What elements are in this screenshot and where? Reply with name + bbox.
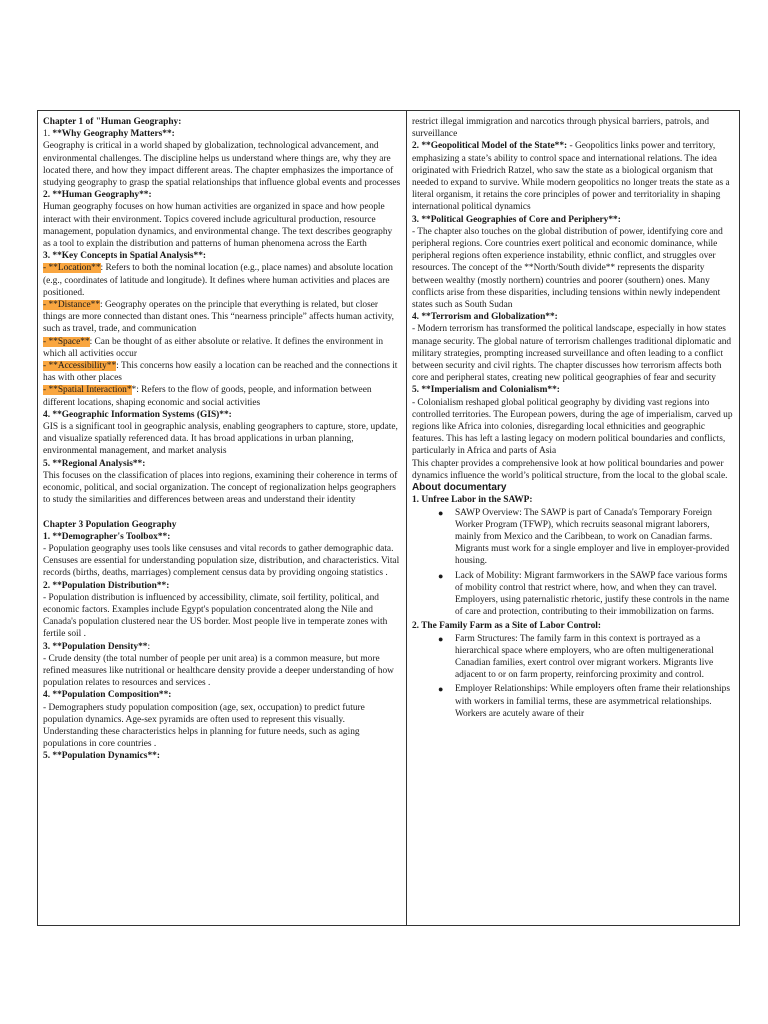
- section-heading: 5. **Imperialism and Colonialism**:: [411, 385, 560, 396]
- chapter-3-title: Chapter 3 Population Geography: [43, 519, 177, 530]
- about-documentary-heading: About documentary: [411, 482, 507, 494]
- section-heading: 4. **Terrorism and Globalization**:: [411, 312, 558, 323]
- highlight-spatial-interaction: - **Spatial Interaction*: [43, 385, 132, 396]
- section-heading: 1. **Demographer's Toolbox**:: [43, 531, 171, 542]
- section-heading: 3. **Population Density**: [43, 641, 148, 652]
- list-item: [412, 683, 734, 720]
- section-body: - Colonialism reshaped global political geography by dividing vast regions into controlled territories. The European powers, during the age of imperialism, carved up regions like Africa into colonies, disregarding local ethnicities and geographic features. This has left a lasting legacy on modern political boundaries and conflicts, particularly in Africa and parts of Asia: [411, 397, 733, 457]
- document-page: [37, 110, 740, 926]
- right-column: [407, 111, 739, 925]
- list-item-text: SAWP Overview: The SAWP is part of Canada's Temporary Foreign Worker Program (TFWP), which recruits seasonal migrant laborers, mainly from Mexico and the Caribbean, to work on Canadian farms. Migrants must work for a single employer and live in employer-provided housing.: [454, 507, 730, 567]
- highlight-space: - **Space**: [43, 336, 90, 347]
- section-heading: 2. **Geopolitical Model of the State**:: [411, 141, 568, 152]
- section-body: - Crude density (the total number of people per unit area) is a common measure, but more refined measures like nutritional or healthcare density provide a deeper understanding of how population relates to resources and services .: [43, 653, 394, 689]
- bullet-icon: ●: [437, 633, 444, 644]
- chapter-3-section: Chapter 3 Population Geography 1. **Demographer's Toolbox**: - Population geography uses tools like censuses and vital records to gather demographic data. Censuses are essential for understanding population size, distribution, and characteristics. Vital records (births, deaths, marriages) complement census data by providing ongoing statistics . 2. **Population Distribution**: - Population distribution is influenced by accessibility, climate, soil fertility, political, and economic factors. Examples include Egypt's population concentrated along the Nile and Canada's population clustered near the US border. Most people live in temperate zones with fertile soil . 3. **Population Density**: - Crude density (the total number of people per unit area) is a common measure, but more refined measures like nutritional or healthcare density provide a deeper understanding of how population relates to resources and services . 4. **Population Composition**: - Demographers study population composition (age, sex, occupation) to predict future population dynamics. Age-sex pyramids are often used to represent this visually. Understanding these characteristics helps in planning for future needs, such as aging populations in core countries . 5. **Population Dynamics**:: [43, 519, 400, 762]
- section-heading: 4. **Geographic Information Systems (GIS)**:: [43, 409, 232, 420]
- section-body: - Population distribution is influenced by accessibility, climate, soil fertility, political, and economic factors. Examples include Egypt's population concentrated along the Nile and Canada's population clustered near the US border. Most people live in temperate zones with fertile soil .: [43, 592, 388, 640]
- list-item: [412, 633, 734, 682]
- bullet-icon: ●: [437, 507, 444, 518]
- section-body: This focuses on the classification of places into regions, examining their coherence in terms of economic, political, and social organization. The concept of regionalization helps geographers to study the similarities and differences between areas and understand their identity: [43, 470, 398, 506]
- highlight-distance: - **Distance**: [43, 300, 101, 311]
- section-body: GIS is a significant tool in geographic analysis, enabling geographers to capture, store, update, and visualize spatially referenced data. It has broad applications in urban planning, environmental management, and market analysis: [43, 422, 398, 457]
- section-heading: 5. **Population Dynamics**:: [43, 751, 160, 762]
- section-body: Human geography focuses on how human activities are organized in space and how people interact with their environment. Topics covered include agricultural production, resource management, population dynamics, and environmental change. The text describes geography as a tool to explain the distribution and patterns of human phenomena across the Earth: [43, 202, 393, 250]
- chapter-1-section: Chapter 1 of "Human Geography: 1. **Why Geography Matters**: Geography is critical in a world shaped by globalization, technological advancement, and environmental challenges. The discipline helps us understand where things are, why they are located there, and how they impact different areas. The chapter emphasizes the importance of studying geography to grasp the spatial relationships that influence global events and processes 2. **Human Geography**: Human geography focuses on how human activities are organized in space and how people interact with their environment. Topics covered include agricultural production, resource management, population dynamics, and environmental change. The text describes geography as a tool to explain the distribution and patterns of human phenomena across the Earth 3. **Key Concepts in Spatial Analysis**: - **Location**: Refers to both the nominal location (e.g., place names) and absolute location (e.g., coordinates of latitude and longitude). It defines where human activities and places are positioned. - **Distance**: Geography operates on the principle that everything is related, but closer things are more connected than distant ones. This “nearness principle” affects human activity, such as travel, trade, and communication - **Space**: Can be thought of as either absolute or relative. It defines the environment in which all activities occur - **Accessibility**: This concerns how easily a location can be reached and the connections it has with other places - **Spatial Interaction**: Refers to the flow of goods, people, and information between different locations, shaping economic and social activities 4. **Geographic Information Systems (GIS)**: GIS is a significant tool in geographic analysis, enabling geographers to capture, store, update, and visualize spatially referenced data. It has broad applications in urban planning, environmental management, and market analysis 5. **Regional Analysis**: This focuses on the classification of places into regions, examining their coherence in terms of economic, political, and social organization. The concept of regionalization helps geographers to study the similarities and differences between areas and understand their identity: [43, 117, 401, 506]
- list-item-text: Farm Structures: The family farm in this context is portrayed as a hierarchical space where employers, who are often multigenerational Canadian families, exert control over migrant workers. Migrants live adjacent to or on farm property, reinforcing proximity and control.: [454, 633, 714, 681]
- list-item: [412, 570, 734, 619]
- section-heading: 2. **Human Geography**:: [43, 190, 152, 201]
- list-item: [412, 507, 734, 568]
- section-body: - The chapter also touches on the global distribution of power, identifying core and peripheral regions. Core countries exert political and economic dominance, while peripheral regions often experience instability, ethnic conflict, and struggles over resources. The concept of the **North/South divide** represents the disparity between wealthy (mostly northern) countries and poorer (southern) ones. Many conflicts arise from these disparities, including tensions within newly independent states such as South Sudan: [411, 226, 723, 311]
- section-heading: **Why Geography Matters**:: [52, 129, 175, 140]
- left-column: [38, 111, 407, 925]
- documentary-list-2: [412, 633, 734, 720]
- section-heading: 3. **Key Concepts in Spatial Analysis**:: [43, 251, 207, 262]
- section-body: - Population geography uses tools like censuses and vital records to gather demographic data. Censuses are essential for understanding population size, distribution, and characteristics. Vital records (births, deaths, marriages) complement census data by providing ongoing statistics .: [43, 543, 400, 579]
- section-body: Geography is critical in a world shaped by globalization, technological advancement, and environmental challenges. The discipline helps us understand where things are, why they are located there, and how they impact different areas. The chapter emphasizes the importance of studying geography to grasp the spatial relationships that influence global events and processes: [43, 141, 401, 189]
- list-item-text: Employer Relationships: While employers often frame their relationships with workers in familial terms, these are asymmetrical relationships. Workers are acutely aware of their: [454, 684, 730, 719]
- chapter-1-title: Chapter 1 of "Human Geography:: [43, 117, 182, 127]
- highlight-location: - **Location**: [43, 263, 101, 274]
- highlight-accessibility: - **Accessibility**: [43, 361, 117, 372]
- bullet-icon: ●: [437, 570, 444, 581]
- section-heading: 5. **Regional Analysis**:: [43, 458, 146, 469]
- section-heading: 3. **Political Geographies of Core and Periphery**:: [411, 214, 621, 225]
- section-heading: 4. **Population Composition**:: [43, 690, 172, 701]
- documentary-heading: 1. Unfree Labor in the SAWP:: [411, 495, 533, 506]
- documentary-heading: 2. The Family Farm as a Site of Labor Control:: [411, 621, 602, 632]
- section-body: - Modern terrorism has transformed the political landscape, especially in how states manage security. The global nature of terrorism challenges traditional diplomatic and military strategies, prompting increased surveillance and often leading to a conflict between security and civil rights. The chapter discusses how terrorism affects both core and peripheral states, creating new political geographies of fear and security: [411, 324, 732, 384]
- section-body: - Demographers study population composition (age, sex, occupation) to predict future population dynamics. Age-sex pyramids are often used to represent this visually. Understanding these characteristics helps in planning for future needs, such as aging populations in core countries .: [43, 702, 365, 750]
- documentary-list-1: [412, 507, 734, 619]
- chapter-summary: This chapter provides a comprehensive look at how political boundaries and power dynamics influence the world’s political structure, from the local to the global scale.: [411, 458, 728, 481]
- list-item-text: Lack of Mobility: Migrant farmworkers in the SAWP face various forms of mobility control that restrict where, how, and when they can travel. Employers, using paternalistic rhetoric, justify these controls in the name of care and protection, contributing to their immobilization on farms.: [454, 570, 730, 618]
- political-geography-section: restrict illegal immigration and narcotics through physical barriers, patrols, and surveillance 2. **Geopolitical Model of the State**: - Geopolitics links power and territory, emphasizing a state’s ability to control space and international relations. The idea originated with Friedrich Ratzel, who saw the state as a biological organism that needed to expand to survive. While modern geopolitics no longer treats the state as a literal organism, it retains the core principles of power and territoriality in shaping international political dynamics 3. **Political Geographies of Core and Periphery**: - The chapter also touches on the global distribution of power, identifying core and peripheral regions. Core countries exert political and economic dominance, while peripheral regions often experience instability, ethnic conflict, and struggles over resources. The concept of the **North/South divide** represents the disparity between wealthy (mostly northern) countries and poorer (southern) ones. Many conflicts arise from these disparities, including tensions within newly independent states such as South Sudan 4. **Terrorism and Globalization**: - Modern terrorism has transformed the political landscape, especially in how states manage security. The global nature of terrorism challenges traditional diplomatic and military strategies, prompting increased surveillance and often leading to a conflict between security and civil rights. The chapter discusses how terrorism affects both core and peripheral states, creating new political geographies of fear and security 5. **Imperialism and Colonialism**: - Colonialism reshaped global political geography by dividing vast regions into controlled territories. The European powers, during the age of imperialism, carved up regions like Africa into colonies, disregarding local ethnicities and geographic features. This has left a lasting legacy on modern political boundaries and conflicts, particularly in Africa and parts of Asia This chapter provides a comprehensive look at how political boundaries and power dynamics influence the world’s political structure, from the local to the global scale.: [411, 117, 733, 481]
- section-body: restrict illegal immigration and narcotics through physical barriers, patrols, and surveillance: [411, 117, 710, 140]
- bullet-icon: ●: [437, 684, 444, 695]
- section-heading: 2. **Population Distribution**:: [43, 580, 170, 591]
